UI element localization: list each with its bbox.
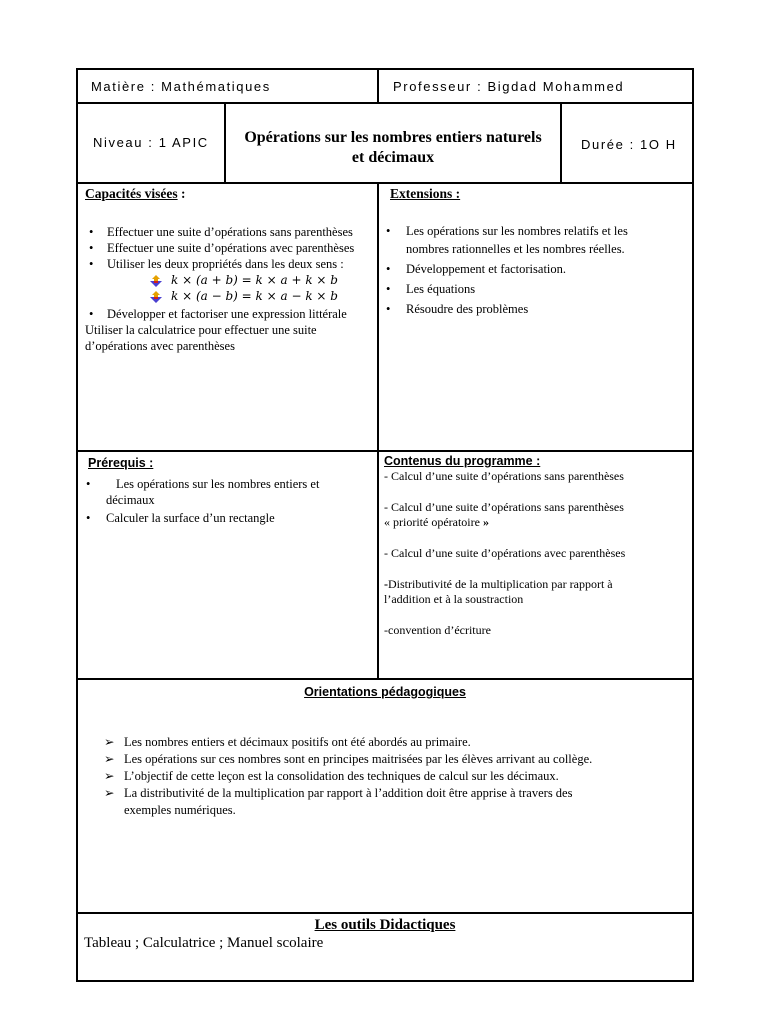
divider xyxy=(78,912,692,914)
contenus-line xyxy=(384,577,690,592)
list-item-text: Les nombres entiers et décimaux positifs ont été abordés au primaire. xyxy=(124,735,471,749)
list-item: • Calculer la surface d’un rectangle xyxy=(86,511,275,525)
prerequis-list xyxy=(86,476,372,526)
outils-heading-wrap xyxy=(78,916,692,934)
list-item-text: Effectuer une suite d’opérations sans parenthèses xyxy=(107,225,353,239)
list-item-text: exemples numériques. xyxy=(124,803,236,817)
list-item xyxy=(78,734,692,751)
contenus-line xyxy=(384,515,690,530)
arrow-bullet-icon xyxy=(150,291,162,303)
orientations-heading-wrap xyxy=(78,683,692,701)
list-item: • Développer et factoriser une expression littérale xyxy=(89,307,347,321)
list-item: • Résoudre des problèmes xyxy=(386,302,529,316)
divider xyxy=(78,102,692,104)
list-item: • Les équations xyxy=(386,282,476,296)
list-item-text: Calculer la surface d’un rectangle xyxy=(106,511,275,525)
capacites-list xyxy=(85,224,371,272)
calculator-text xyxy=(85,322,371,354)
list-item-text: L’objectif de cette leçon est la consolidation des techniques de calcul sur les décimaux. xyxy=(124,769,559,783)
arrow-bullet-icon xyxy=(150,275,162,287)
contenus-line: - Calcul d’une suite d’opérations sans parenthèses xyxy=(384,469,624,483)
divider xyxy=(78,182,692,184)
contenus-line: l’addition et à la soustraction xyxy=(384,592,524,606)
lesson-sheet xyxy=(76,68,694,982)
prerequis-heading: Prérequis : xyxy=(88,456,154,470)
contenus-heading: Contenus du programme : xyxy=(384,454,541,468)
title-line: Opérations sur les nombres entiers naturels xyxy=(244,129,542,146)
formula-distributivity-diff: k × (a − b) = k × a − k × b xyxy=(171,289,338,303)
prerequis-section xyxy=(86,456,372,526)
list-item: • Les opérations sur les nombres entiers et décimaux xyxy=(86,477,320,507)
text-segment: » xyxy=(482,515,489,529)
outils-text: Tableau ; Calculatrice ; Manuel scolaire xyxy=(84,935,324,951)
list-item-text: décimaux xyxy=(106,493,155,507)
capacites-section xyxy=(85,186,371,354)
contenus-line: - Calcul d’une suite d’opérations sans parenthèses xyxy=(384,500,624,514)
contenus-line: -convention d’écriture xyxy=(384,623,491,637)
text-line: Utiliser la calculatrice pour effectuer une suite xyxy=(85,323,317,337)
list-item: • Développement et factorisation. xyxy=(386,262,567,276)
capacites-heading-wrap xyxy=(85,186,371,202)
list-item: • Effectuer une suite d’opérations avec parenthèses xyxy=(89,241,355,255)
list-item-text: Utiliser les deux propriétés dans les deux sens : xyxy=(107,257,344,271)
divider xyxy=(78,678,692,680)
list-item-text: Développer et factoriser une expression littérale xyxy=(107,307,347,321)
extensions-section xyxy=(386,186,686,318)
list-item: • Utiliser les deux propriétés dans les deux sens : xyxy=(89,257,344,271)
text-segment: « priorité opératoire xyxy=(384,515,483,529)
contenus-section xyxy=(384,454,690,638)
divider xyxy=(377,70,379,102)
list-item-text: La distributivité de la multiplication par rapport à l’addition doit être apprise à travers des xyxy=(124,786,573,800)
text-segment: - xyxy=(384,577,388,591)
list-item xyxy=(78,785,692,819)
arrow-right-icon: ➢ xyxy=(104,769,115,783)
text-segment: Distributivité de la multiplication par rapport à xyxy=(388,577,613,591)
outils-heading: Les outils Didactiques xyxy=(314,917,456,933)
teacher-label: Professeur : Bigdad Mohammed xyxy=(393,79,625,94)
extensions-list xyxy=(386,222,686,318)
title-line: et décimaux xyxy=(351,149,435,166)
capacites-heading: Capacités visées xyxy=(85,186,178,201)
arrow-right-icon: ➢ xyxy=(104,735,115,749)
subject-label: Matière : Mathématiques xyxy=(91,79,271,94)
orientations-heading: Orientations pédagogiques xyxy=(304,685,466,699)
divider xyxy=(78,450,692,452)
lesson-title xyxy=(226,128,560,168)
list-item xyxy=(78,751,692,768)
arrow-right-icon: ➢ xyxy=(104,752,115,766)
capacites-heading-colon: : xyxy=(177,186,186,201)
list-item-text: nombres rationnelles et les nombres réelles. xyxy=(406,242,625,256)
duration-label: Durée : 1O H xyxy=(581,137,677,152)
list-item-text: Effectuer une suite d’opérations avec parenthèses xyxy=(107,241,355,255)
divider xyxy=(560,102,562,182)
level-label: Niveau : 1 APIC xyxy=(93,135,209,150)
contenus-line: - Calcul d’une suite d’opérations avec parenthèses xyxy=(384,546,626,560)
formula-distributivity-sum: k × (a + b) = k × a + k × b xyxy=(171,273,338,287)
list-item-text: Résoudre des problèmes xyxy=(406,302,529,316)
arrow-right-icon: ➢ xyxy=(104,786,115,800)
list-item-text: Les équations xyxy=(406,282,476,296)
list-item-text: Les opérations sur les nombres relatifs et les xyxy=(406,224,628,238)
list-item-text: Les opérations sur ces nombres sont en principes maitrisées par les élèves arrivant au collège. xyxy=(124,752,593,766)
extensions-heading: Extensions : xyxy=(390,186,461,201)
list-item xyxy=(78,768,692,785)
divider xyxy=(377,182,379,678)
orientations-list xyxy=(78,734,692,819)
list-item: • Les opérations sur les nombres relatifs et les nombres rationnelles et les nombres réelles. xyxy=(386,224,628,256)
formulas-block xyxy=(85,272,371,306)
text-line: d’opérations avec parenthèses xyxy=(85,339,235,353)
list-item: • Effectuer une suite d’opérations sans parenthèses xyxy=(89,225,353,239)
list-item-text: Développement et factorisation. xyxy=(406,262,567,276)
list-item-text: Les opérations sur les nombres entiers et xyxy=(116,477,320,491)
